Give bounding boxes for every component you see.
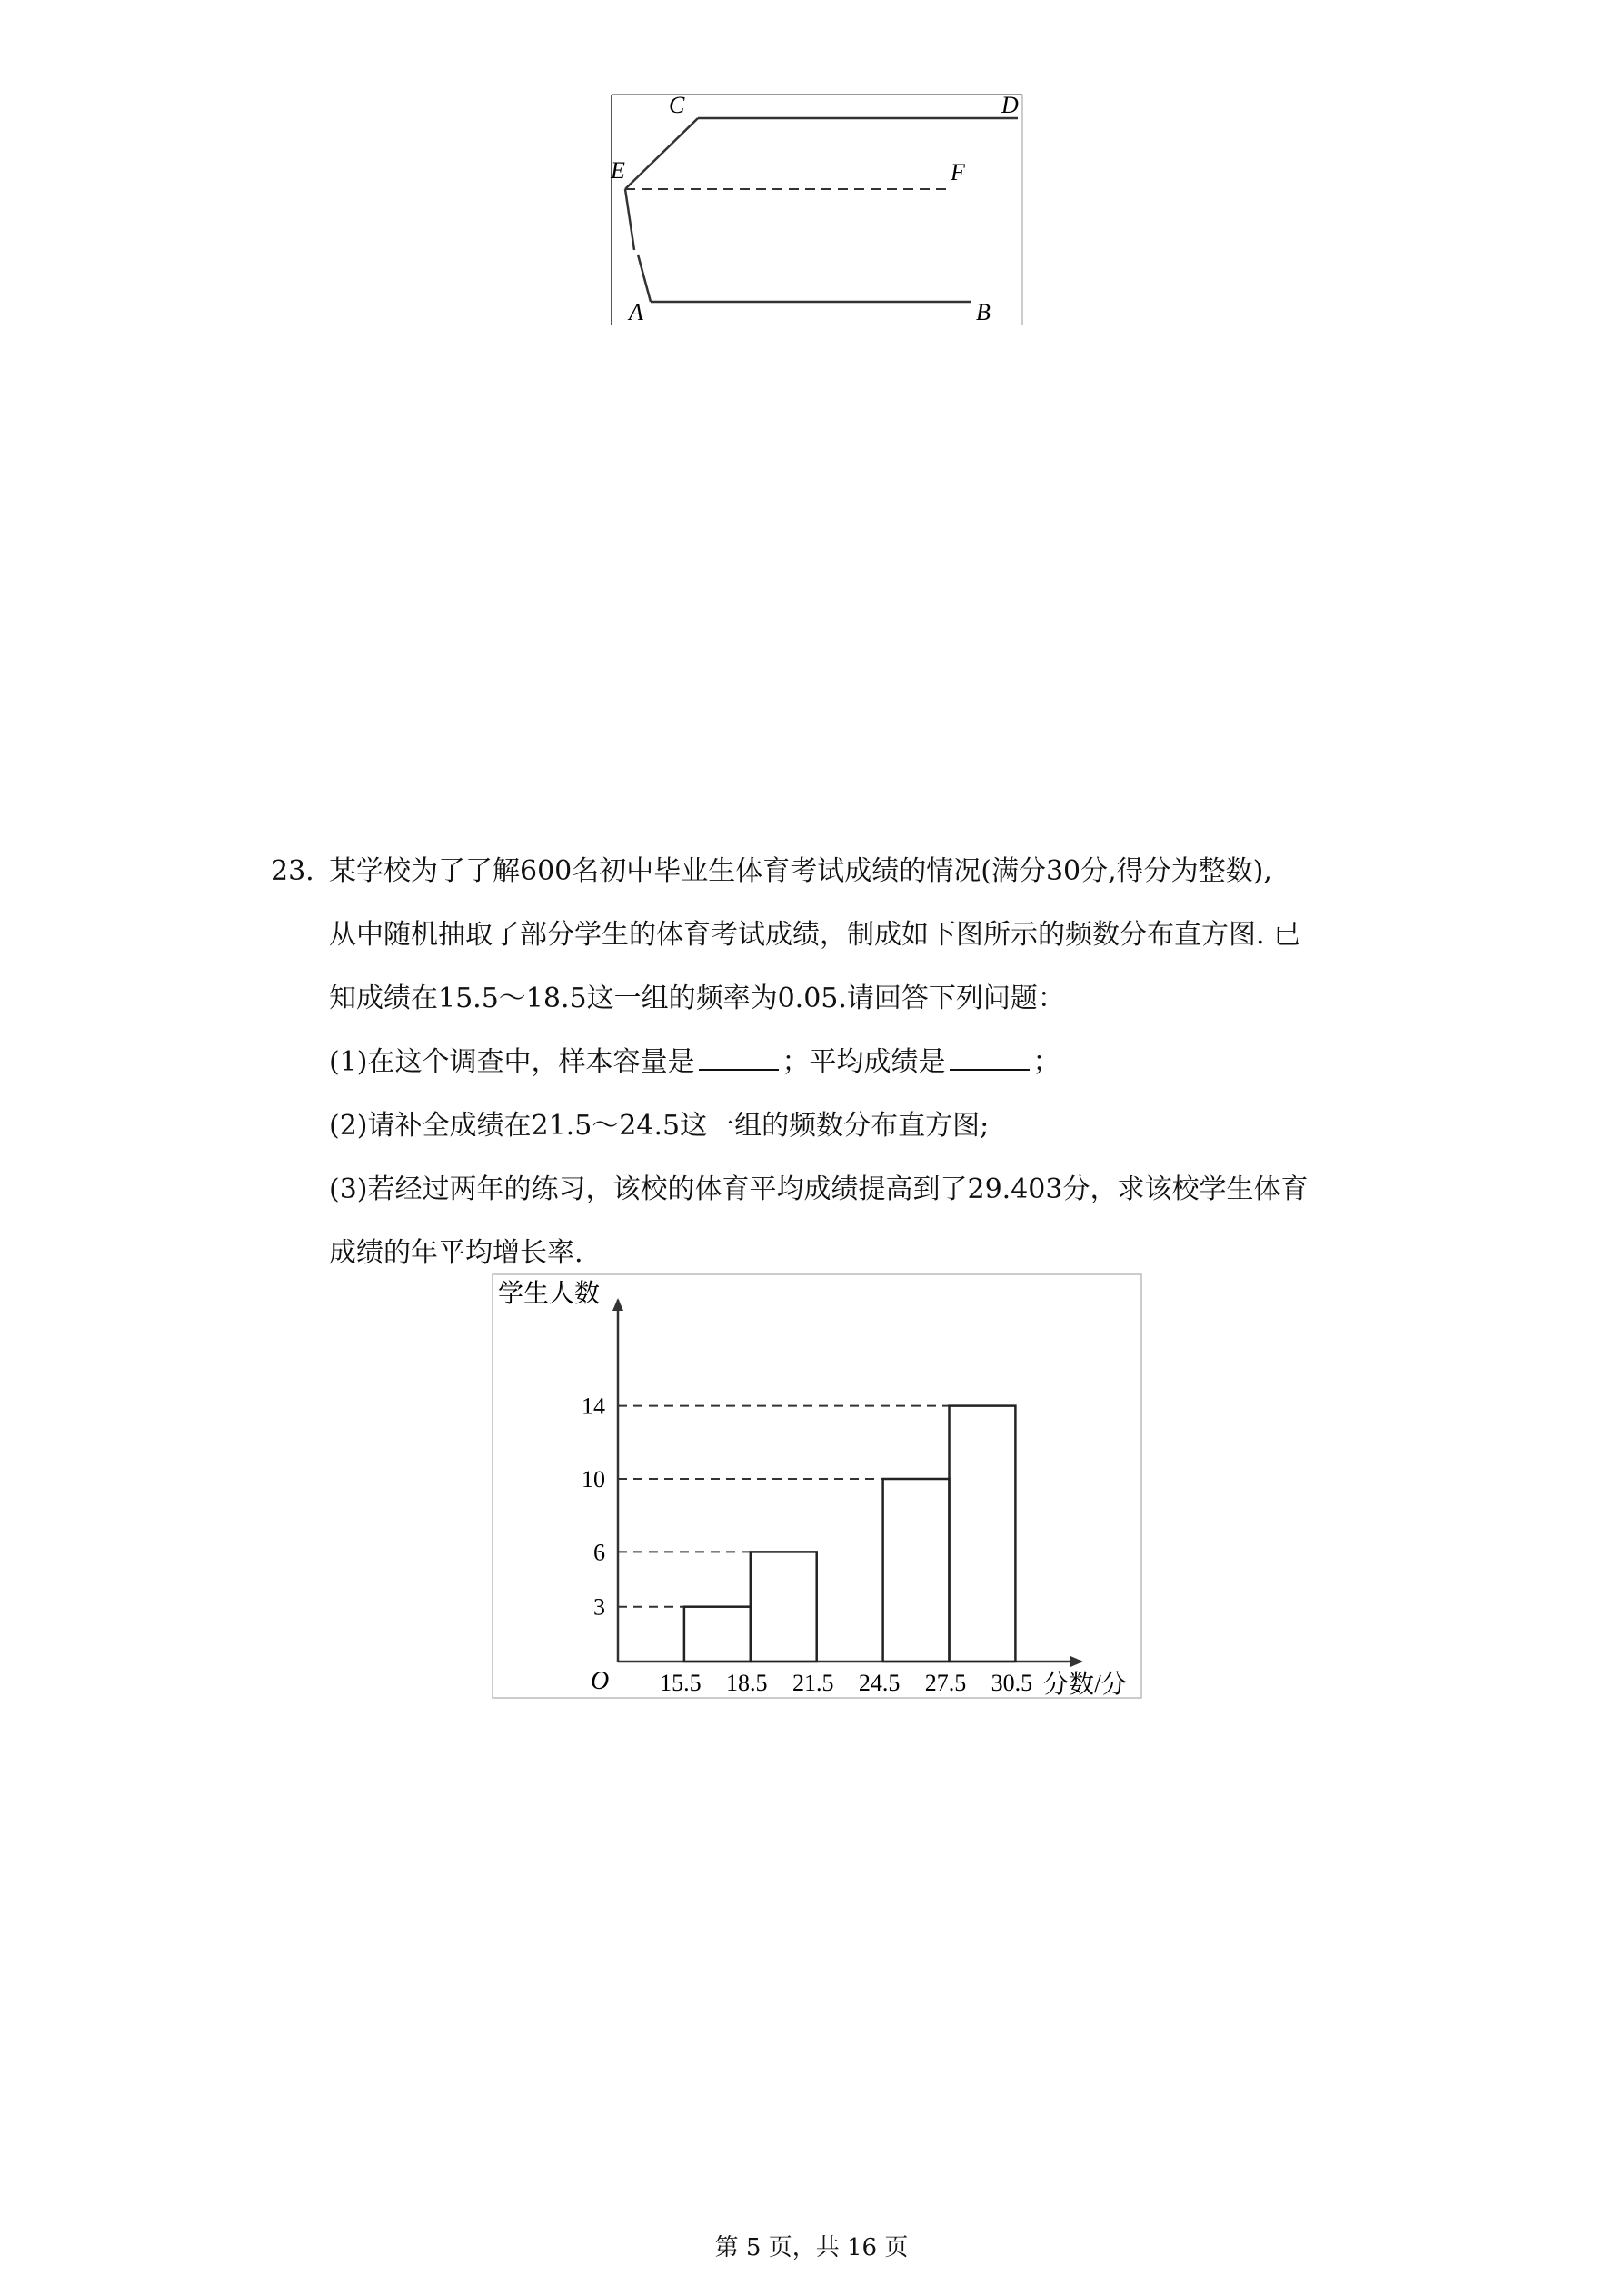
x-axis-title: 分数/分	[1043, 1671, 1127, 1699]
question-number: 23.	[271, 855, 314, 887]
y-tick-label-10: 10	[582, 1466, 605, 1492]
histogram-bar-1	[684, 1607, 751, 1662]
segment-ea-upper	[625, 189, 634, 250]
frequency-histogram	[491, 1273, 1145, 1700]
label-c: C	[669, 92, 685, 118]
question-stem-line-2: 从中随机抽取了部分学生的体育考试成绩，制成如下图所示的频数分布直方图. 已	[329, 919, 1301, 951]
y-axis-title: 学生人数	[498, 1280, 601, 1308]
question-part-2: (2)请补全成绩在21.5～24.5这一组的频数分布直方图;	[329, 1110, 990, 1142]
x-tick-label-27-5: 27.5	[924, 1670, 967, 1696]
label-d: D	[1001, 92, 1019, 118]
y-tick-label-3: 3	[593, 1593, 605, 1621]
part-1-text-a: (1)在这个调查中，样本容量是	[329, 1046, 695, 1078]
histogram-bar-2	[751, 1552, 817, 1662]
segment-ea-lower	[638, 255, 651, 302]
x-tick-label-24-5: 24.5	[858, 1670, 901, 1696]
part-1-text-b: ；平均成绩是	[782, 1046, 946, 1078]
geometry-figure	[609, 91, 1027, 327]
label-b: B	[976, 299, 991, 325]
y-axis-arrow	[612, 1298, 623, 1311]
histogram-bar-4	[950, 1406, 1016, 1662]
question-part-3-line-1: (3)若经过两年的练习，该校的体育平均成绩提高到了29.403分，求该校学生体育	[329, 1173, 1309, 1205]
part-1-text-c: ；	[1032, 1046, 1060, 1078]
x-tick-label-30-5: 30.5	[991, 1670, 1033, 1696]
question-part-1	[329, 1044, 1060, 1081]
label-a: A	[629, 299, 643, 325]
histogram-bar-3	[883, 1479, 950, 1662]
y-tick-label-14: 14	[582, 1393, 605, 1420]
question-part-3-line-2: 成绩的年平均增长率.	[329, 1237, 583, 1269]
segment-ec	[625, 118, 698, 189]
average-score-blank[interactable]	[950, 1045, 1030, 1071]
label-f: F	[951, 159, 965, 185]
x-axis-arrow	[1070, 1656, 1083, 1667]
y-tick-label-6: 6	[593, 1539, 605, 1566]
x-tick-label-21-5: 21.5	[792, 1670, 834, 1696]
sample-size-blank[interactable]	[699, 1045, 779, 1071]
question-stem-line-3: 知成绩在15.5～18.5这一组的频率为0.05.请回答下列问题：	[329, 983, 1065, 1014]
page-number-footer: 第 5 页，共 16 页	[714, 2234, 909, 2261]
origin-label: O	[591, 1667, 610, 1695]
x-tick-label-15-5: 15.5	[660, 1670, 702, 1696]
label-e: E	[611, 157, 625, 184]
question-stem-line-1: 某学校为了了解600名初中毕业生体育考试成绩的情况(满分30分,得分为整数),	[329, 855, 1272, 887]
x-tick-label-18-5: 18.5	[726, 1670, 768, 1696]
